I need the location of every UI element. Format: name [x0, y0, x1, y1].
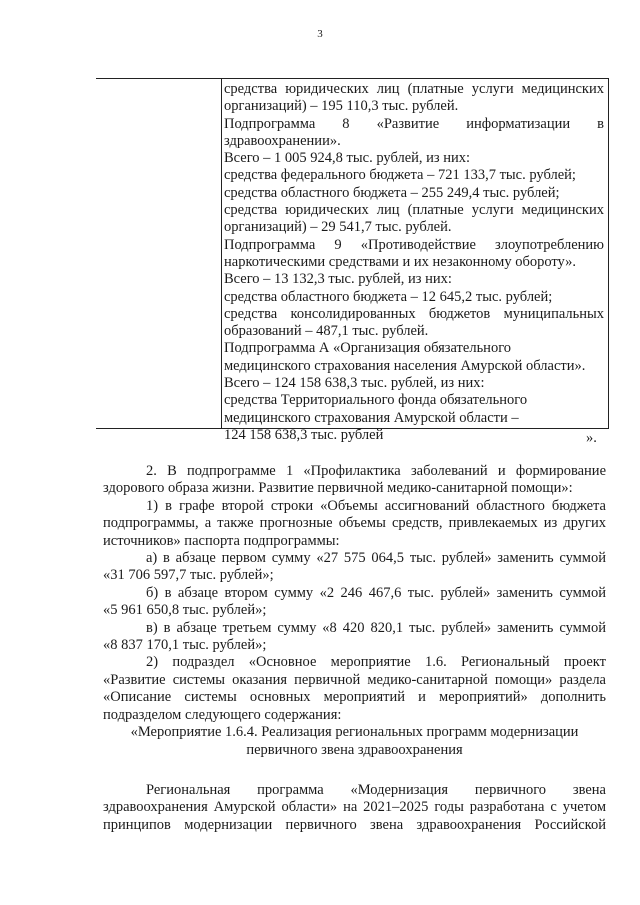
body-line: «8 837 170,1 тыс. рублей»; — [103, 637, 267, 654]
table-column-divider — [221, 79, 222, 428]
table-cell-line: образований – 487,1 тыс. рублей. — [224, 323, 429, 340]
table-cell-line: медицинского страхования Амурской области – — [224, 409, 519, 426]
body-line: б) в абзаце втором сумму «2 246 467,6 тыс. рублей» заменить суммой — [146, 584, 606, 601]
table-cell-line: организаций) – 29 541,7 тыс. рублей. — [224, 219, 452, 236]
table-cell-line: здравоохранении». — [224, 132, 341, 149]
table-cell-line: средства Территориального фонда обязательного — [224, 392, 528, 409]
body-line: 2. В подпрограмме 1 «Профилактика заболеваний и формирование — [146, 463, 606, 479]
table-cell-line: средства консолидированных бюджетов муниципальных — [224, 305, 604, 322]
table-cell-line: Подпрограмма 8 «Развитие информатизации в — [224, 115, 604, 132]
body-line: 1) в графе второй строки «Объемы ассигнований областного бюджета — [146, 497, 606, 514]
body-line: Региональная программа «Модернизация первичного звена — [146, 781, 606, 798]
body-line: принципов модернизации первичного звена здравоохранения Российской — [103, 816, 606, 833]
body-line: подразделом следующего содержания: — [103, 706, 342, 723]
document-body — [103, 463, 606, 834]
page-number: 3 — [317, 28, 323, 40]
table-right-border — [608, 79, 609, 428]
table-cell-funding-text — [224, 81, 604, 444]
body-line: «Развитие системы оказания первичной медико-санитарной помощи» раздела — [103, 671, 606, 688]
table-cell-line: Всего – 1 005 924,8 тыс. рублей, из них: — [224, 150, 471, 167]
body-line: здорового образа жизни. Развитие первичной медико-санитарной помощи»: — [103, 480, 573, 497]
table-cell-line: Всего – 13 132,3 тыс. рублей, из них: — [224, 271, 452, 288]
paragraph-gap — [103, 759, 606, 782]
body-line: «Описание системы основных мероприятий и мероприятий» дополнить — [103, 689, 606, 706]
body-line: в) в абзаце третьем сумму «8 420 820,1 тыс. рублей» заменить суммой — [146, 619, 606, 636]
table-cell-line: наркотическими средствами и их незаконному обороту». — [224, 253, 577, 270]
table-cell-line: Подпрограмма А «Организация обязательного — [224, 340, 512, 357]
body-line: «5 961 650,8 тыс. рублей»; — [103, 602, 267, 619]
body-line: «Мероприятие 1.6.4. Реализация региональных программ модернизации — [130, 724, 579, 741]
table-cell-line: Подпрограмма 9 «Противодействие злоупотреблению — [224, 236, 604, 253]
table-cell-line: средства федерального бюджета – 721 133,7 тыс. рублей; — [224, 167, 576, 184]
body-line: здравоохранения Амурской области» на 2021–2025 годы разработана с учетом — [103, 799, 606, 816]
table-cell-line: медицинского страхования населения Амурской области». — [224, 357, 586, 374]
body-line: подпрограммы, а также прогнозные объемы средств, привлекаемых из других — [103, 515, 606, 532]
table-cell-line: 124 158 638,3 тыс. рублей — [224, 426, 384, 443]
table-cell-line: Всего – 124 158 638,3 тыс. рублей, из них: — [224, 375, 485, 392]
body-line: первичного звена здравоохранения — [246, 741, 463, 758]
body-line: «31 706 597,7 тыс. рублей»; — [103, 567, 274, 584]
body-line: а) в абзаце первом сумму «27 575 064,5 тыс. рублей» заменить суммой — [146, 550, 606, 567]
table-cell-line: средства юридических лиц (платные услуги медицинских — [224, 81, 604, 97]
closing-quote: ». — [586, 430, 597, 446]
table-cell-line: организаций) – 195 110,3 тыс. рублей. — [224, 98, 459, 115]
body-line: 2) подраздел «Основное мероприятие 1.6. Региональный проект — [146, 654, 606, 671]
table-cell-line: средства юридических лиц (платные услуги медицинских — [224, 202, 604, 219]
passport-table — [96, 78, 609, 443]
table-cell-line: средства областного бюджета – 12 645,2 тыс. рублей; — [224, 288, 553, 305]
table-cell-line: средства областного бюджета – 255 249,4 тыс. рублей; — [224, 184, 560, 201]
body-line: источников» паспорта подпрограммы: — [103, 532, 340, 549]
